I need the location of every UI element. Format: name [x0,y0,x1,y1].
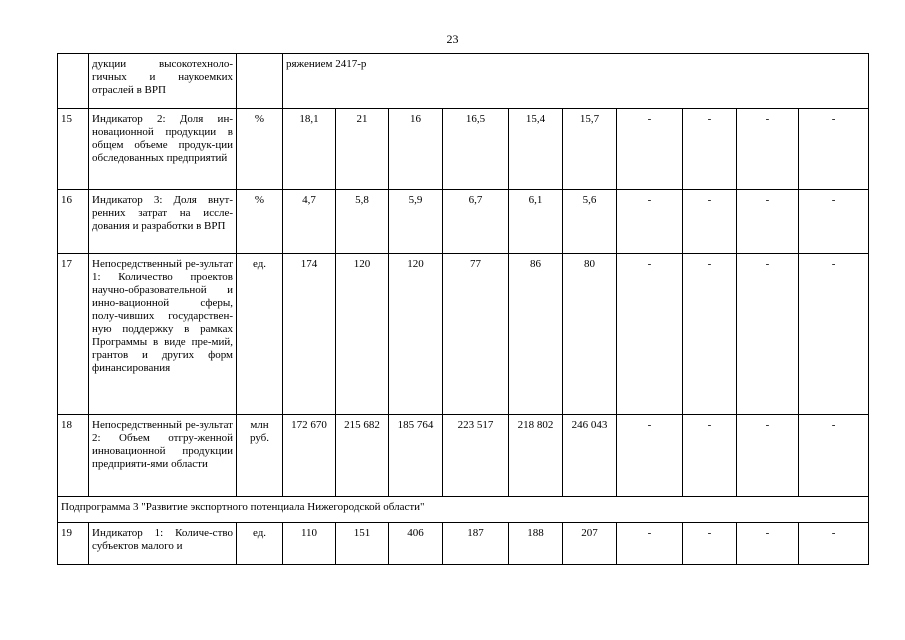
row-number-cell: 17 [58,254,89,415]
value-cell: - [737,415,799,497]
value-cell: 110 [283,523,336,565]
value-cell: - [737,190,799,254]
value-cell: 188 [509,523,563,565]
value-cell: - [799,254,869,415]
value-cell: 5,6 [563,190,617,254]
indicator-name-cell: Индикатор 1: Количе-ство субъектов малого и [89,523,237,565]
value-cell: - [617,254,683,415]
indicator-name-cell: Непосредственный ре-зультат 1: Количество проектов научно-образовательной и инно-вационной сферы, полу-чивших государствен-ную поддержку в рамках Программы в виде пре-мий, грантов и других форм финансирования [89,254,237,415]
unit-cell: ед. [237,254,283,415]
value-cell: 21 [336,109,389,190]
value-cell: 120 [389,254,443,415]
value-cell: 6,7 [443,190,509,254]
value-cell: 6,1 [509,190,563,254]
value-cell: - [617,415,683,497]
value-cell: - [737,109,799,190]
value-cell: 174 [283,254,336,415]
value-cell: 120 [336,254,389,415]
table-row [58,109,869,190]
value-cell: 18,1 [283,109,336,190]
indicator-name-cell: дукции высокотехноло-гичных и наукоемких отраслей в ВРП [89,54,237,109]
table-row [58,415,869,497]
table-row [58,54,869,109]
value-cell: 5,9 [389,190,443,254]
page-number: 23 [446,32,459,46]
row-number-cell [58,54,89,109]
value-cell: 4,7 [283,190,336,254]
row-number-cell: 18 [58,415,89,497]
value-cell: - [617,190,683,254]
value-cell: 172 670 [283,415,336,497]
row-number-cell: 19 [58,523,89,565]
value-cell: - [799,190,869,254]
value-cell: 86 [509,254,563,415]
value-cell: - [683,523,737,565]
value-cell: 218 802 [509,415,563,497]
value-cell: 16 [389,109,443,190]
unit-cell [237,54,283,109]
indicator-name-cell: Индикатор 3: Доля внут-ренних затрат на иссле-дования и разработки в ВРП [89,190,237,254]
value-cell: - [683,109,737,190]
value-cell: 5,8 [336,190,389,254]
table-row [58,190,869,254]
value-cell: 406 [389,523,443,565]
unit-cell: % [237,109,283,190]
table-row [58,254,869,415]
subprogram-title: Подпрограмма 3 "Развитие экспортного потенциала Нижегородской области" [58,497,869,523]
value-cell: 207 [563,523,617,565]
value-cell: 77 [443,254,509,415]
note-cell: ряжением 2417-р [283,54,869,109]
row-number-cell: 16 [58,190,89,254]
value-cell: - [737,523,799,565]
indicator-name-cell: Индикатор 2: Доля ин-новационной продукции в общем объеме продук-ции обследованных предприятий [89,109,237,190]
section-row [58,497,869,523]
value-cell: 80 [563,254,617,415]
value-cell: 215 682 [336,415,389,497]
value-cell: - [683,190,737,254]
value-cell: - [683,415,737,497]
unit-cell: % [237,190,283,254]
value-cell: 15,4 [509,109,563,190]
value-cell: 15,7 [563,109,617,190]
value-cell: - [799,523,869,565]
value-cell: - [799,415,869,497]
indicators-table [57,53,869,565]
row-number-cell: 15 [58,109,89,190]
value-cell: 185 764 [389,415,443,497]
value-cell: 16,5 [443,109,509,190]
unit-cell: млн руб. [237,415,283,497]
value-cell: - [799,109,869,190]
value-cell: 246 043 [563,415,617,497]
indicator-name-cell: Непосредственный ре-зультат 2: Объем отгру-женной инновационной продукции предприяти-ями области [89,415,237,497]
table-row [58,523,869,565]
value-cell: 223 517 [443,415,509,497]
value-cell: 151 [336,523,389,565]
value-cell: 187 [443,523,509,565]
value-cell: - [617,523,683,565]
value-cell: - [683,254,737,415]
unit-cell: ед. [237,523,283,565]
value-cell: - [617,109,683,190]
value-cell: - [737,254,799,415]
